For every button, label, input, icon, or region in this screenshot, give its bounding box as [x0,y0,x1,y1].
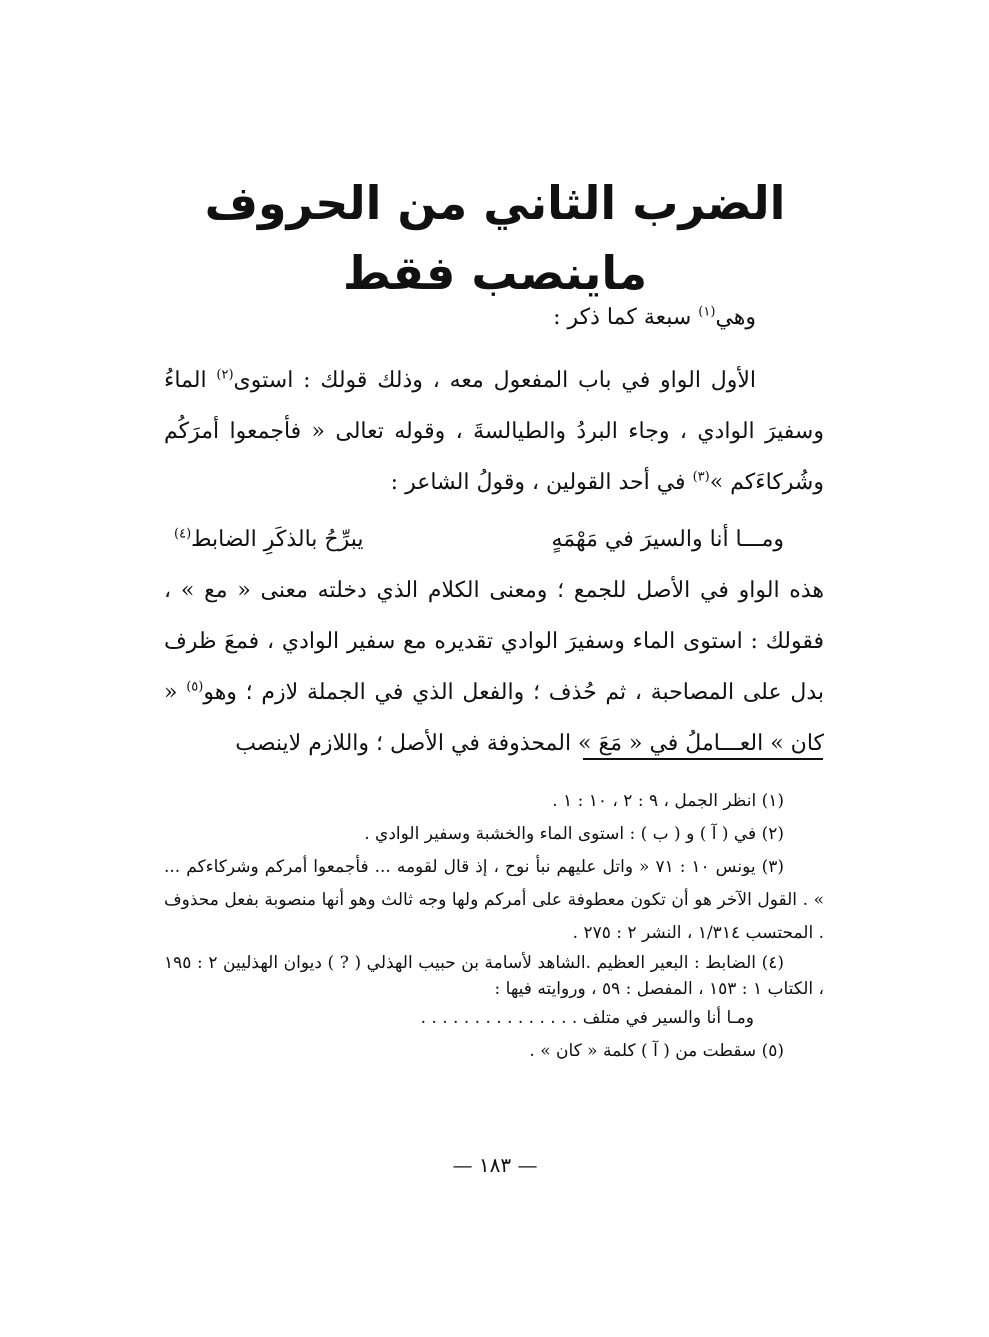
footnote-2: (٢) في ( آ ) و ( ب ) : استوى الماء والخشبة وسفير الوادي . [364,824,784,844]
paragraph-1 [164,355,824,508]
paragraph-2-part-1: هذه الواو في الأصل للجمع ؛ ومعنى الكلام الذي دخلته معنى « مع » ، فقولك : استوى الماء وسفيرَ الوادي تقديره مع سفير الوادي ، فمعَ ظرف بدل على المصاحبة ، ثم حُذف ؛ والفعل الذي في الجملة لازم ؛ وهو [164,578,824,705]
intro-text-after: سبعة كما ذكر : [553,305,699,330]
footnote-ref-4: (٤) [174,526,192,542]
footnote-divider [583,758,823,760]
footnote-ref-5: (٥) [186,679,204,695]
footnote-3: (٣) يونس ١٠ : ٧١ « واتل عليهم نبأ نوح ، إذ قال لقومه ... فأجمعوا أمركم وشركاءكم ... » . القول الآخر هو أن تكون معطوفة على أمركم ولها وجه ثالث وهو أنها منصوبة بفعل محذوف . المحتسب ١/٣١٤ ، النشر ٢ : ٢٧٥ . [164,857,824,943]
poem-verse [164,514,824,565]
main-text [164,292,824,769]
paragraph-2 [164,565,824,769]
footnote-ref-2: (٢) [216,367,234,383]
page-title: الضرب الثاني من الحروف ماينصب فقط [204,176,786,300]
footnote-4: (٤) الضابط : البعير العظيم .الشاهد لأسامة بن حبيب الهذلي ( ? ) ديوان الهذليين ٢ : ١٩٥ ، الكتاب ١ : ١٥٣ ، المفصل : ٥٩ ، وروايته فيها : [164,953,824,999]
verse-second-hemistich-wrap [174,514,364,565]
paragraph-1-part-1: الأول الواو في باب المفعول معه ، وذلك قولك : استوى [233,368,756,393]
footnote-1: (١) انظر الجمل ، ٩ : ٢ ، ١٠ : ١ . [552,791,784,811]
paragraph-1-part-2: الماءُ وسفيرَ الوادي ، وجاء البردُ والطيالسةَ ، وقوله تعالى « فأجمعوا أمرَكُم وشُركاءَكم » [164,368,824,495]
footnote-ref-3: (٣) [692,469,710,485]
verse-second-hemistich: يبرِّحُ بالذكَرِ الضابط [191,527,364,552]
page-number: — ١٨٣ — [452,1153,538,1177]
footnotes [164,785,824,1068]
paragraph-2-part-2: « كان » العـــاملُ في « مَعَ » المحذوفة في الأصل ؛ واللازم لاينصب [164,680,824,756]
footnote-ref-1: (١) [698,304,716,320]
footnote-4-verse: ومـا أنا والسير في متلف . . . . . . . . . . . . . . . [420,1008,754,1028]
verse-first-hemistich: ومـــا أنا والسيرَ في مَهْمَهٍ [551,527,784,552]
paragraph-1-part-3: في أحد القولين ، وقولُ الشاعر : [390,470,693,495]
footnote-5: (٥) سقطت من ( آ ) كلمة « كان » . [529,1041,784,1061]
intro-text-before: وهي [715,305,756,330]
intro-line [164,292,824,343]
